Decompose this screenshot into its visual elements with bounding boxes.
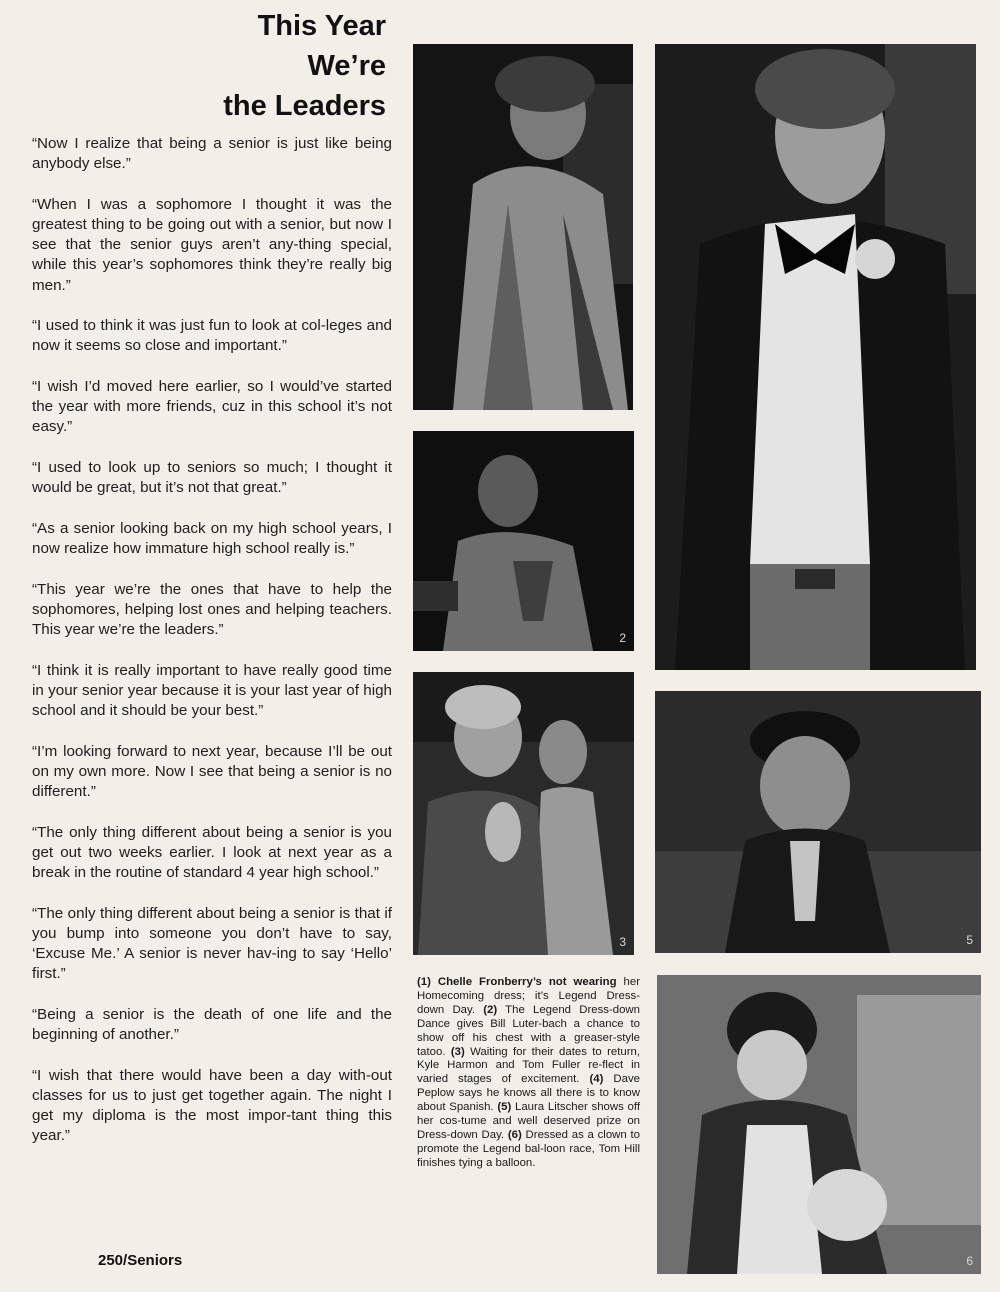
quote: “As a senior looking back on my high school years, I now realize how immature high school really is.” (32, 519, 392, 557)
photo-number: 2 (619, 631, 626, 645)
quotes-column (32, 134, 392, 1167)
caption-number: (2) (483, 1003, 498, 1016)
quote: “I think it is really important to have really good time in your senior year because it is your last year of high school and it should be your best.” (32, 661, 392, 719)
page-folio: 250/Seniors (98, 1252, 183, 1269)
caption-number: (6) (507, 1128, 522, 1141)
quote: “Being a senior is the death of one life and the beginning of another.” (32, 1005, 392, 1043)
quote: “This year we’re the ones that have to help the sophomores, helping lost ones and helping teachers. This year we’re the leaders.” (32, 580, 392, 638)
caption-text: Waiting for their dates to return, Kyle Harmon and Tom Fuller re-flect in varied stages of excitement. (417, 1045, 640, 1086)
title-line-2: We’re (307, 50, 386, 82)
quote: “I’m looking forward to next year, because I’ll be out on my own more. Now I see that being a senior is no different.” (32, 742, 392, 800)
page-title (150, 6, 386, 126)
photo-5-masked-costume (655, 691, 981, 953)
photo-number: 6 (966, 1254, 973, 1268)
title-line-1: This Year (257, 10, 386, 42)
photo-4-boy-in-bow-tie (655, 44, 976, 670)
caption-number: (4) (589, 1073, 604, 1086)
quote: “When I was a sophomore I thought it was the greatest thing to be going out with a senior, but now I see that the senior guys aren’t any-thing special, while this year’s sophomores think they’re really big men.” (32, 195, 392, 294)
photo-3-two-boys (413, 672, 634, 955)
photo-6-clown-with-balloon (657, 975, 981, 1274)
caption-number: (5) (497, 1101, 512, 1114)
caption-text: Dressed as a clown to promote the Legend bal-loon race, Tom Hill finishes tying a balloon. (417, 1128, 640, 1169)
caption-text: her Homecoming dress; it’s Legend Dress-down Day. (417, 976, 640, 1016)
quote: “I wish that there would have been a day with-out classes for us to just get together again. The night I get my diploma is the most impor-tant thing this year.” (32, 1066, 392, 1145)
photo-caption (417, 976, 640, 1171)
caption-text: Laura Litscher shows off her cos-tume and well deserved prize on Dress-down Day. (417, 1101, 640, 1141)
quote: “The only thing different about being a senior is you get out two weeks earlier. I look at next year as a break in the routine of standard 4 year high school.” (32, 823, 392, 881)
photo-number: 5 (966, 933, 973, 947)
photo-2-tattoo-chest (413, 431, 634, 651)
quote: “Now I realize that being a senior is just like being anybody else.” (32, 135, 392, 173)
photo-number: 3 (619, 935, 626, 949)
quote: “I used to look up to seniors so much; I thought it would be great, but it’s not that great.” (32, 459, 392, 497)
quote: “I wish I’d moved here earlier, so I would’ve started the year with more friends, cuz in this school it’s not easy.” (32, 378, 392, 436)
quote: “I used to think it was just fun to look at col-leges and now it seems so close and important.” (32, 317, 392, 355)
caption-number: (3) (450, 1045, 465, 1058)
caption-number: (1) Chelle Fronberry’s not wearing (417, 976, 617, 988)
quote: “The only thing different about being a senior is that if you bump into someone you don’t have to say, ‘Excuse Me.’ A senior is never hav-ing to say ‘Hello’ first.” (32, 904, 392, 983)
caption-text: The Legend Dress-down Dance gives Bill Luter-bach a chance to show off his chest with a greaser-style tatoo. (417, 1003, 640, 1058)
title-line-3: the Leaders (223, 90, 386, 122)
photo-1-girl-in-cape (413, 44, 633, 410)
caption-text: Dave Peplow says he knows all there is to know about Spanish. (417, 1073, 640, 1114)
